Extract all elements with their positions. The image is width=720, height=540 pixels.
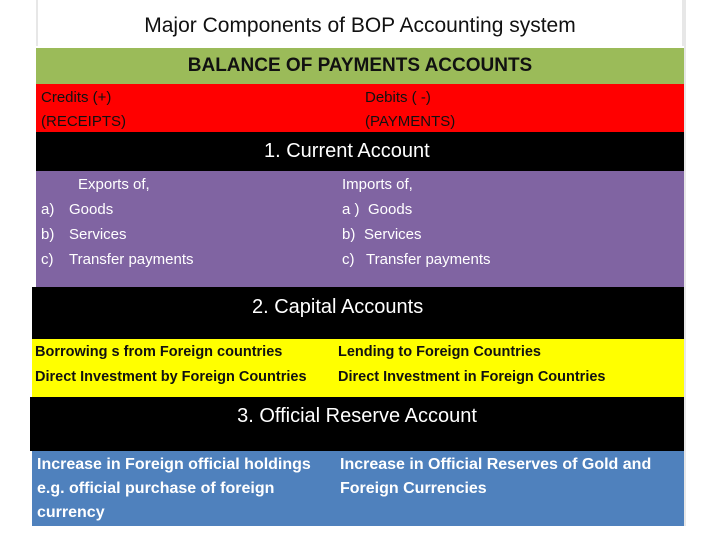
exports-item-transfers: Transfer payments — [69, 251, 194, 268]
imports-item-goods: Goods — [368, 201, 413, 218]
current-account-body — [36, 171, 684, 287]
bop-header: BALANCE OF PAYMENTS ACCOUNTS — [187, 55, 533, 76]
debits-sublabel: (PAYMENTS) — [365, 113, 456, 130]
frame-right-edge — [684, 0, 686, 526]
exports-intro: Exports of, — [78, 176, 150, 193]
exports-item-marker: b) — [41, 226, 55, 243]
imports-item-marker: a ) — [342, 201, 360, 218]
bop-header-band — [36, 48, 684, 84]
imports-item-services: Services — [364, 226, 422, 243]
imports-item-marker: b) — [342, 226, 356, 243]
exports-item-marker: c) — [41, 251, 54, 268]
official-reserve-body — [32, 451, 684, 526]
official-reserve-header-band — [30, 397, 684, 451]
current-account-heading: 1. Current Account — [264, 140, 430, 162]
title-band — [36, 0, 684, 46]
official-reserve-heading: 3. Official Reserve Account — [237, 405, 477, 427]
credits-sublabel: (RECEIPTS) — [41, 113, 127, 130]
exports-item-marker: a) — [41, 201, 55, 218]
capital-account-heading: 2. Capital Accounts — [252, 296, 424, 318]
credits-debits-band — [36, 84, 684, 132]
official-reserve-left-text: Increase in Foreign official holdings e.g. official purchase of foreign currency — [37, 456, 311, 521]
imports-item-transfers: Transfer payments — [366, 251, 491, 268]
debits-label: Debits ( -) — [365, 89, 431, 106]
capital-left-item: Direct Investment by Foreign Countries — [35, 369, 307, 385]
official-reserve-right-text: Increase in Official Reserves of Gold and Foreign Currencies — [340, 456, 652, 497]
capital-account-body — [32, 339, 684, 397]
imports-intro: Imports of, — [342, 176, 413, 193]
capital-right-item: Direct Investment in Foreign Countries — [338, 369, 606, 385]
capital-left-item: Borrowing s from Foreign countries — [35, 344, 283, 360]
imports-item-marker: c) — [342, 251, 355, 268]
exports-item-goods: Goods — [69, 201, 114, 218]
capital-right-item: Lending to Foreign Countries — [338, 344, 541, 360]
page-title: Major Components of BOP Accounting system — [144, 14, 576, 37]
current-account-header-band — [36, 132, 684, 171]
capital-account-header-band — [32, 287, 684, 339]
exports-item-services: Services — [69, 226, 127, 243]
credits-label: Credits (+) — [41, 89, 112, 106]
